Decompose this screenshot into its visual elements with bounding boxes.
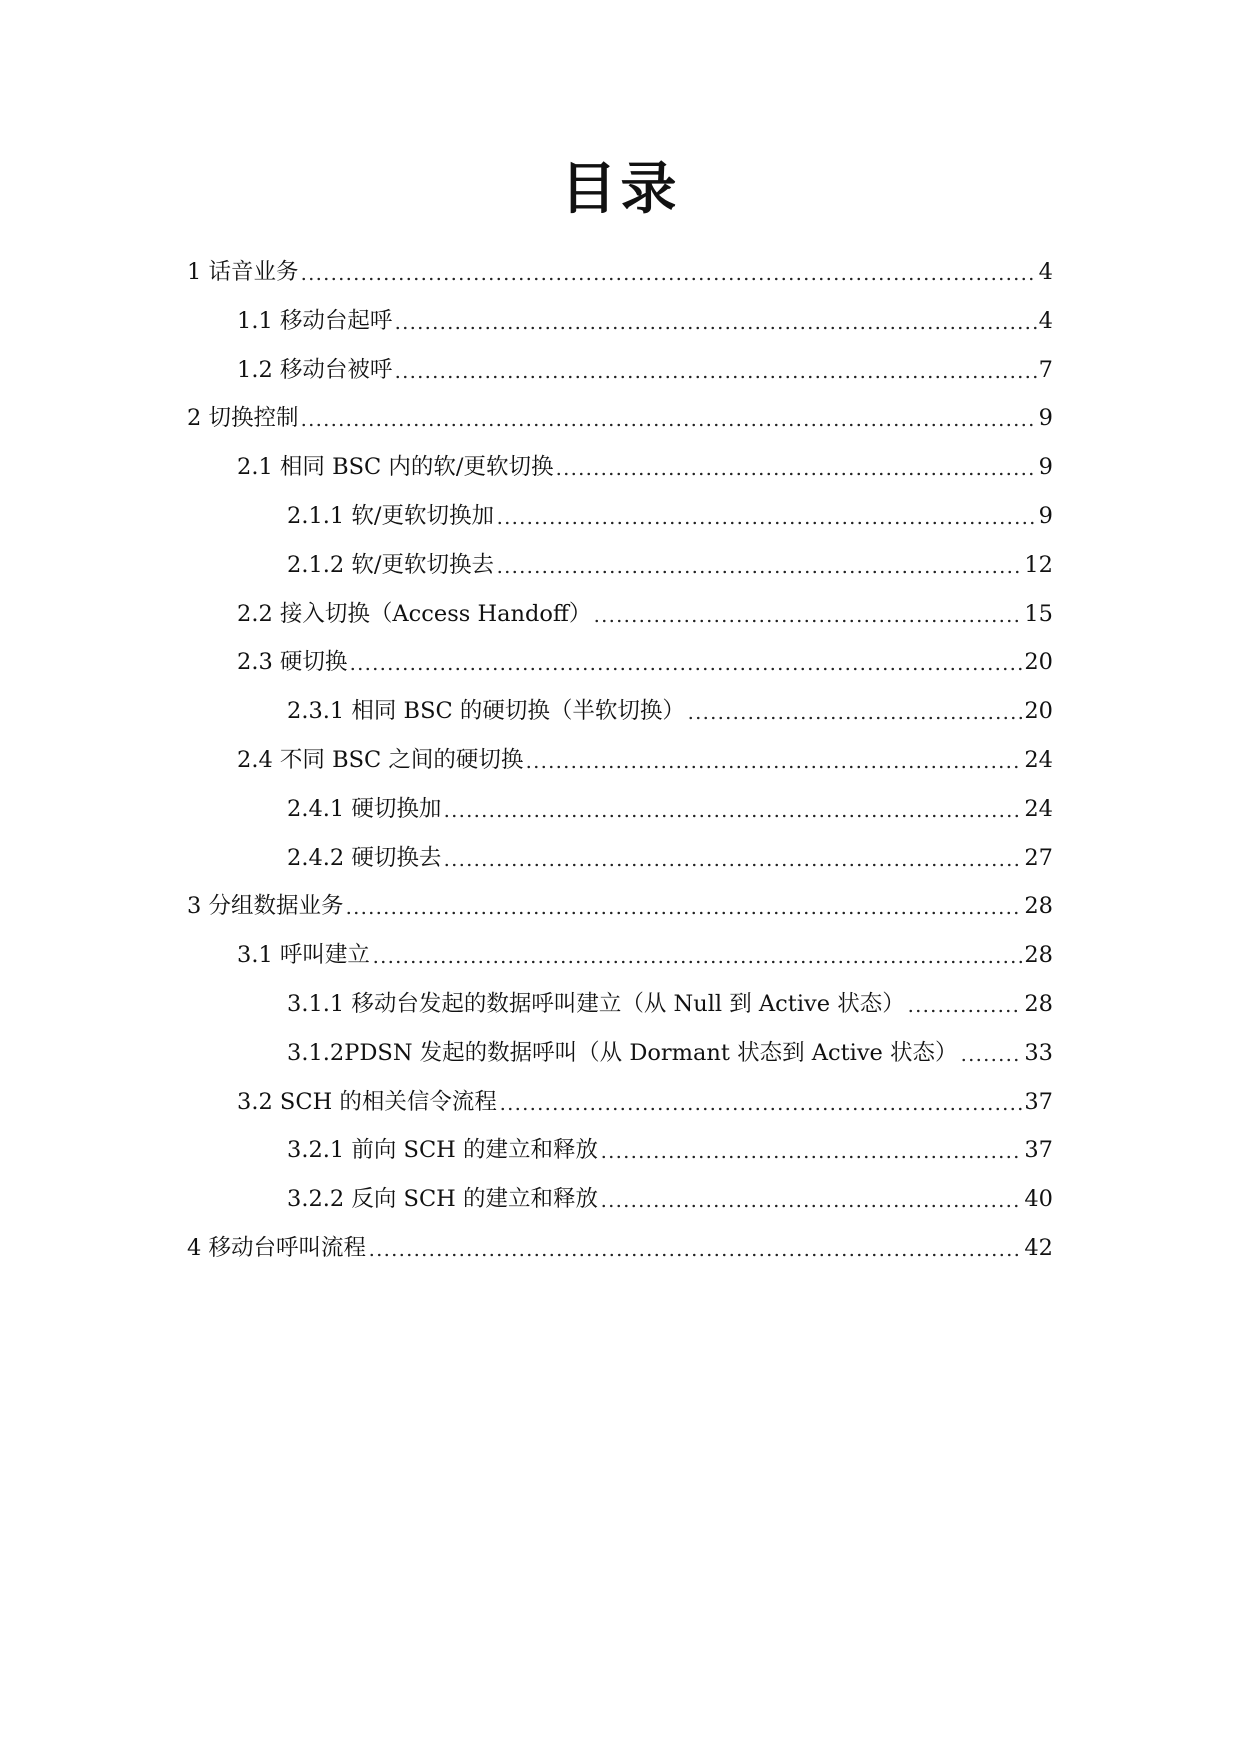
dot-leader xyxy=(600,1132,1022,1159)
toc-entry-label: 2.3.1 相同 BSC 的硬切换（半软切换） xyxy=(287,698,685,725)
toc-entry[interactable] xyxy=(187,590,1053,639)
toc-entry-page-number: 15 xyxy=(1024,600,1053,627)
dot-leader xyxy=(496,498,1037,525)
toc-entry-page-number: 40 xyxy=(1024,1186,1053,1213)
toc-entry[interactable] xyxy=(187,394,1053,443)
toc-entry-label: 2.3 硬切换 xyxy=(237,649,348,676)
toc-entry-page-number: 9 xyxy=(1038,502,1053,529)
toc-entry-page-number: 12 xyxy=(1024,551,1053,578)
dot-leader xyxy=(394,303,1036,330)
toc-entry-label: 2.1.2 软/更软切换去 xyxy=(287,551,494,578)
toc-entry-page-number: 27 xyxy=(1024,844,1053,871)
dot-leader xyxy=(443,840,1022,867)
toc-entry-label: 3 分组数据业务 xyxy=(187,893,344,920)
toc-entry[interactable] xyxy=(187,882,1053,931)
toc-entry[interactable] xyxy=(187,248,1053,297)
toc-entry-label: 2.4.2 硬切换去 xyxy=(287,844,442,871)
toc-entry[interactable] xyxy=(187,1029,1053,1078)
dot-leader xyxy=(443,791,1022,818)
toc-entry-label: 2.1 相同 BSC 内的软/更软切换 xyxy=(237,454,554,481)
toc-entry-page-number: 9 xyxy=(1038,454,1053,481)
toc-entry[interactable] xyxy=(187,638,1053,687)
toc-entry-page-number: 37 xyxy=(1024,1088,1053,1115)
toc-entry[interactable] xyxy=(187,785,1053,834)
dot-leader xyxy=(600,1181,1022,1208)
toc-entry-page-number: 4 xyxy=(1038,307,1053,334)
toc-entry[interactable] xyxy=(187,687,1053,736)
toc-entry-label: 3.1.2PDSN 发起的数据呼叫（从 Dormant 状态到 Active 状态） xyxy=(287,1039,958,1066)
toc-entry-label: 1.1 移动台起呼 xyxy=(237,307,393,334)
toc-entry[interactable] xyxy=(187,1175,1053,1224)
dot-leader xyxy=(368,1230,1022,1257)
toc-entry-page-number: 20 xyxy=(1024,698,1053,725)
dot-leader xyxy=(525,742,1022,769)
dot-leader xyxy=(496,547,1022,574)
toc-entry-label: 4 移动台呼叫流程 xyxy=(187,1234,366,1261)
toc-entry[interactable] xyxy=(187,492,1053,541)
toc-entry[interactable] xyxy=(187,297,1053,346)
toc-entry-page-number: 9 xyxy=(1038,405,1053,432)
toc-entry[interactable] xyxy=(187,541,1053,590)
toc-entry-label: 2.4 不同 BSC 之间的硬切换 xyxy=(237,746,524,773)
dot-leader xyxy=(555,449,1036,476)
toc-entry[interactable] xyxy=(187,980,1053,1029)
toc-entry[interactable] xyxy=(187,1126,1053,1175)
toc-entry-label: 1 话音业务 xyxy=(187,259,299,285)
toc-entry-page-number: 20 xyxy=(1024,649,1053,676)
toc-entry-page-number: 28 xyxy=(1024,990,1053,1017)
toc-entry-page-number: 28 xyxy=(1024,942,1053,969)
toc-entry-label: 2.1.1 软/更软切换加 xyxy=(287,502,494,529)
toc-entry-label: 2.4.1 硬切换加 xyxy=(287,795,442,822)
toc-entry-page-number: 42 xyxy=(1024,1234,1053,1261)
toc-title: 目录 xyxy=(560,157,681,222)
dot-leader xyxy=(300,254,1036,281)
dot-leader xyxy=(372,937,1022,964)
toc-entry-label: 3.1.1 移动台发起的数据呼叫建立（从 Null 到 Active 状态） xyxy=(287,990,905,1017)
dot-leader xyxy=(907,986,1023,1013)
dot-leader xyxy=(960,1035,1023,1062)
toc-entry[interactable] xyxy=(187,736,1053,785)
toc-entry-label: 3.2.1 前向 SCH 的建立和释放 xyxy=(287,1137,598,1164)
toc-entry-page-number: 37 xyxy=(1024,1137,1053,1164)
toc-entry[interactable] xyxy=(187,931,1053,980)
toc-entry[interactable] xyxy=(187,1224,1053,1273)
toc-entry[interactable] xyxy=(187,443,1053,492)
dot-leader xyxy=(345,888,1022,915)
toc-entry[interactable] xyxy=(187,346,1053,395)
toc-entry[interactable] xyxy=(187,1078,1053,1127)
toc-entry-label: 3.2 SCH 的相关信令流程 xyxy=(237,1088,497,1115)
toc-entry-page-number: 7 xyxy=(1038,356,1053,383)
toc-entry-label: 2 切换控制 xyxy=(187,405,299,432)
dot-leader xyxy=(593,596,1022,623)
toc-entry[interactable] xyxy=(187,834,1053,883)
toc-entry-page-number: 24 xyxy=(1024,795,1053,822)
dot-leader xyxy=(300,400,1036,427)
toc-list xyxy=(187,248,1053,1273)
dot-leader xyxy=(349,644,1022,671)
toc-entry-page-number: 28 xyxy=(1024,893,1053,920)
toc-entry-page-number: 33 xyxy=(1024,1039,1053,1066)
toc-entry-label: 3.2.2 反向 SCH 的建立和释放 xyxy=(287,1186,598,1213)
toc-entry-label: 1.2 移动台被呼 xyxy=(237,356,393,383)
toc-entry-page-number: 4 xyxy=(1038,259,1053,285)
toc-entry-label: 3.1 呼叫建立 xyxy=(237,942,370,969)
toc-entry-label: 2.2 接入切换（Access Handoff） xyxy=(237,600,592,627)
dot-leader xyxy=(687,693,1022,720)
dot-leader xyxy=(499,1084,1023,1111)
toc-entry-page-number: 24 xyxy=(1024,746,1053,773)
dot-leader xyxy=(394,352,1036,379)
